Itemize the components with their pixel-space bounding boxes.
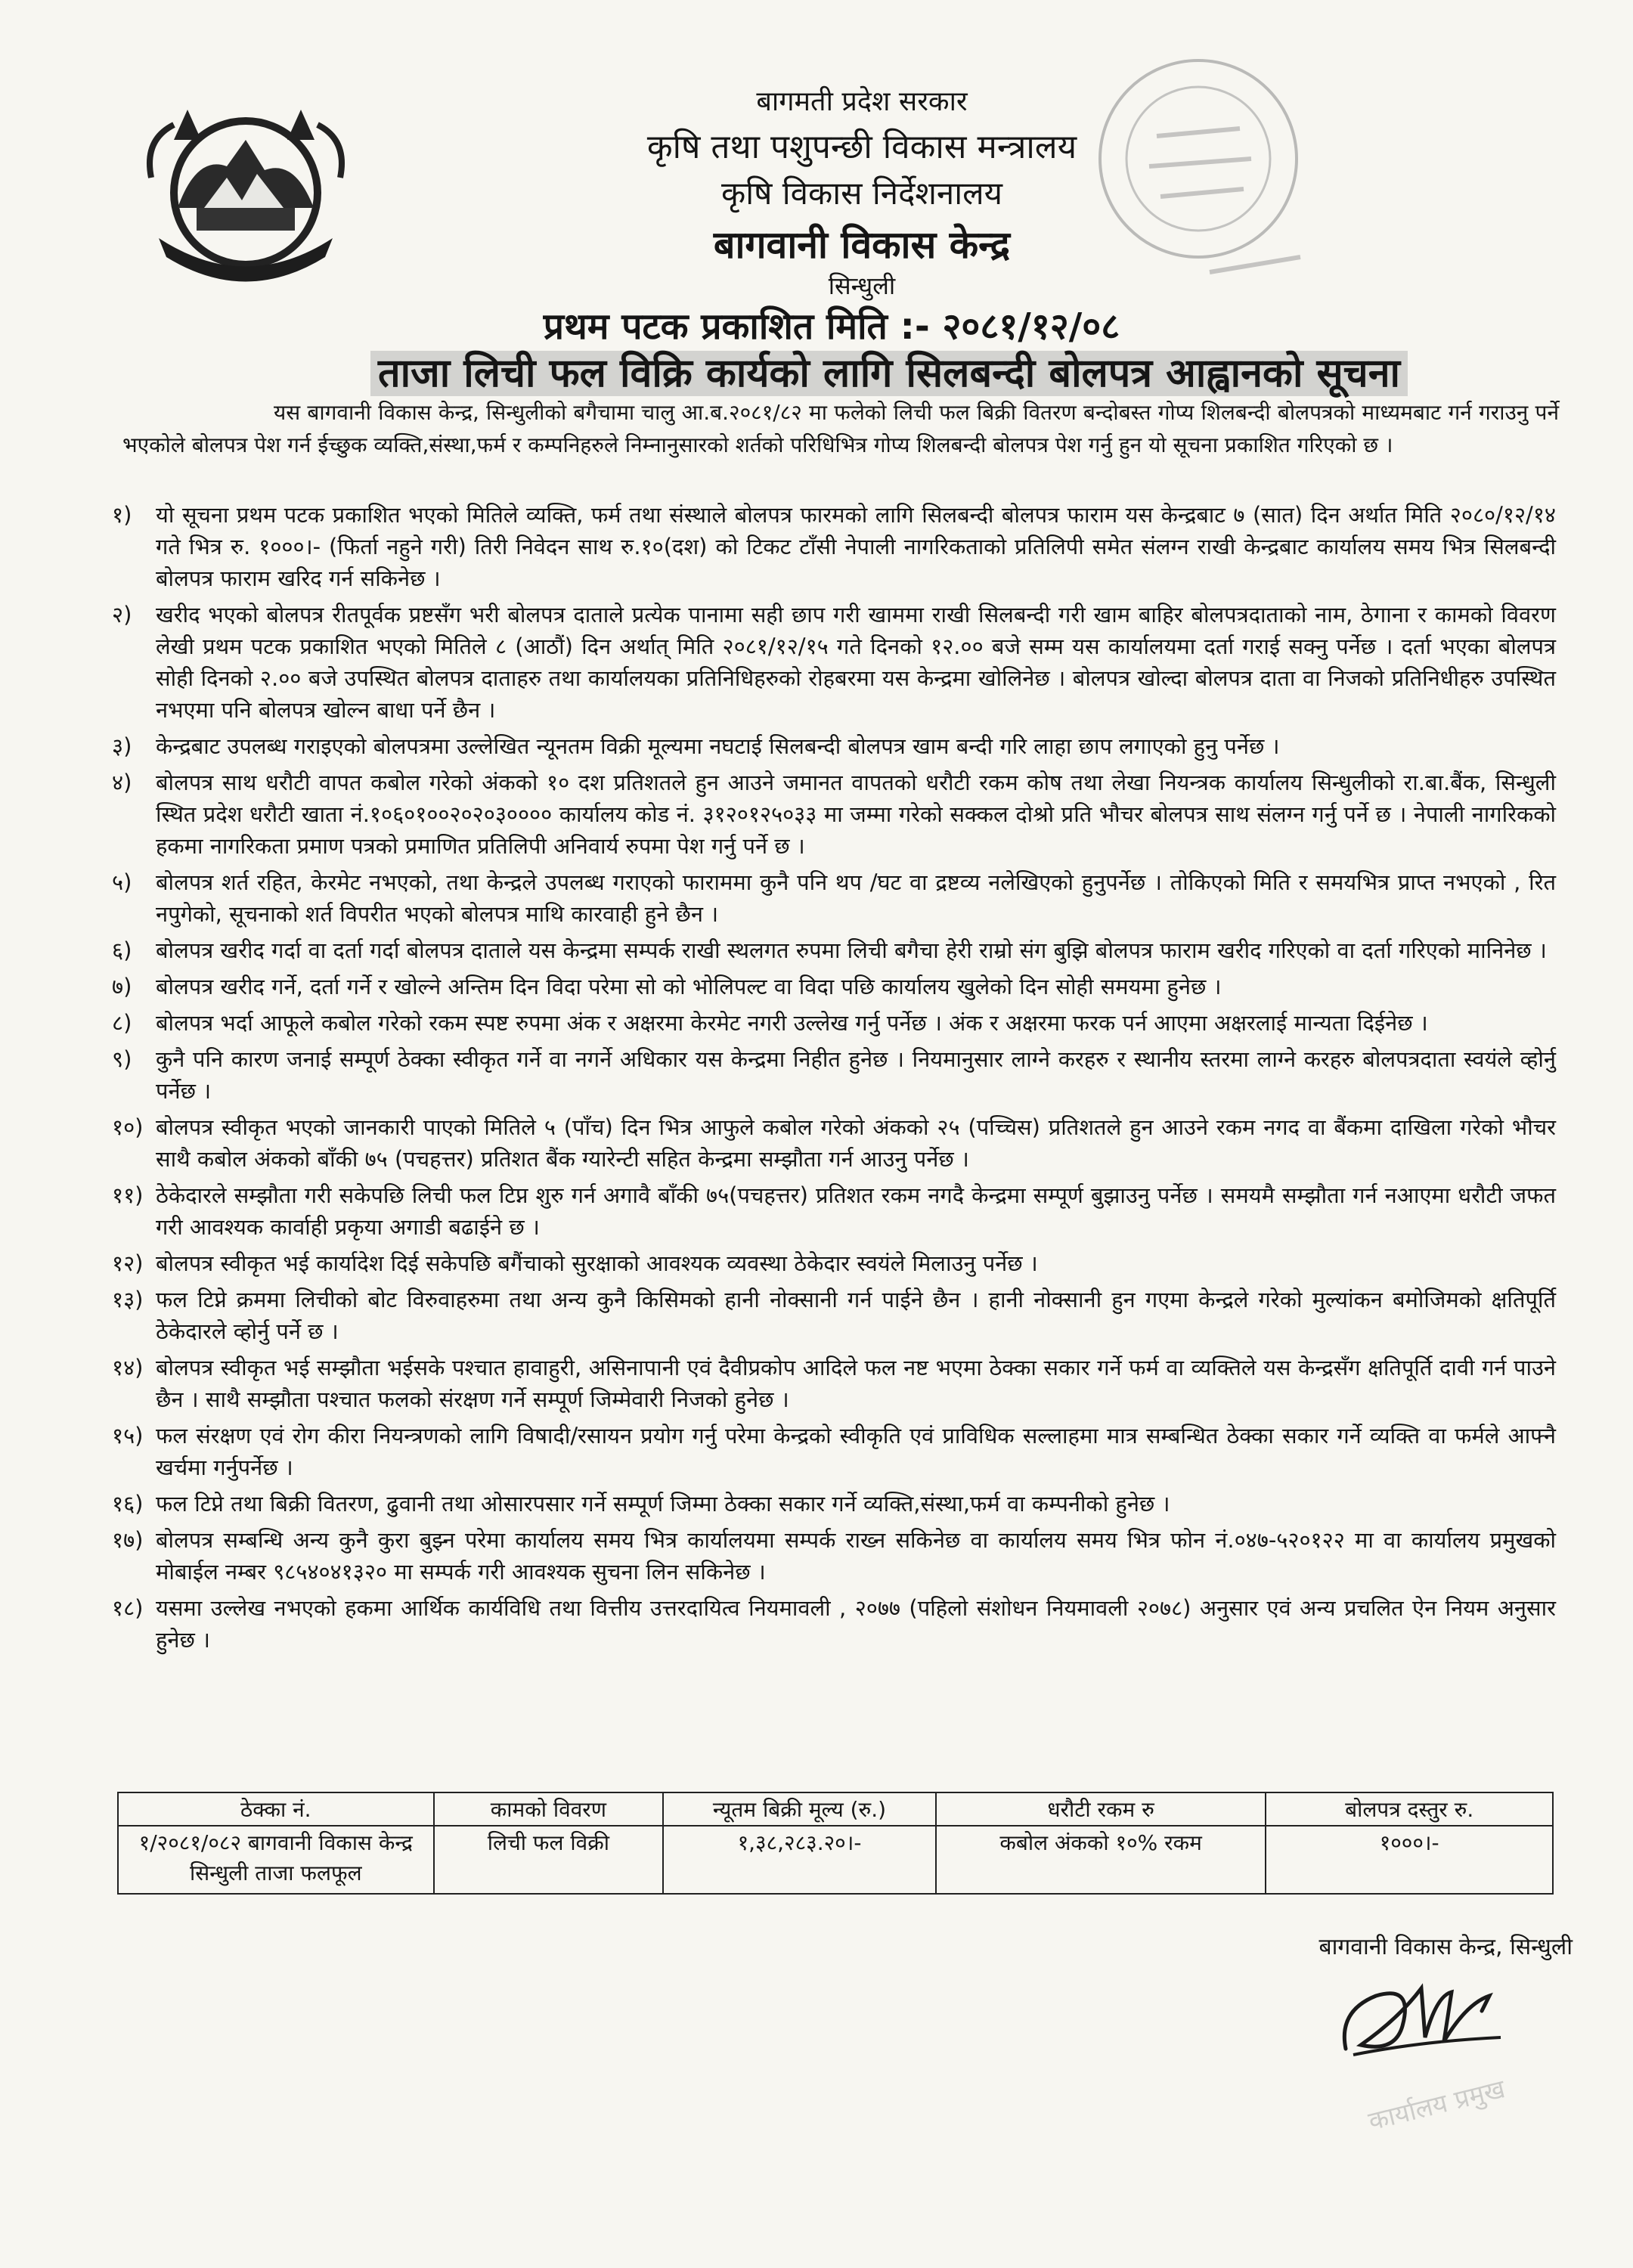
header-work-description: कामको विवरण bbox=[434, 1792, 664, 1826]
clause-list bbox=[112, 499, 1556, 1660]
clause-text: यो सूचना प्रथम पटक प्रकाशित भएको मितिले व्यक्ति, फर्म तथा संस्थाले बोलपत्र फारमको लागि सिलबन्दी बोलपत्र फाराम यस केन्द्रबाट ७ (सात) दिन अर्थात मिति २०८०/१२/१४ गते भित्र रु. १०००।- (फिर्ता नहुने गरी) तिरी निवेदन साथ रु.१०(दश) को टिकट टाँसी नेपाली नागरिकताको प्रतिलिपी समेत संलग्न राखी केन्द्रबाट कार्यालय समय भित्र सिलबन्दी बोलपत्र फाराम खरिद गर्न सकिनेछ । bbox=[156, 502, 1556, 591]
clause-number: १८) bbox=[112, 1595, 144, 1621]
clause-text: बोलपत्र भर्दा आफूले कबोल गरेको रकम स्पष्ट रुपमा अंक र अक्षरमा केरमेट नगरी उल्लेख गर्नु पर्नेछ । अंक र अक्षरमा फरक पर्न आएमा अक्षरलाई मान्यता दिईनेछ । bbox=[156, 1010, 1428, 1036]
clause-text: बोलपत्र सम्बन्धि अन्य कुनै कुरा बुझ्न परेमा कार्यालय समय भित्र कार्यालयमा सम्पर्क राख्न सकिनेछ वा कार्यालय समय भित्र फोन नं.०४७-५२०१२२ मा वा कार्यालय प्रमुखको मोबाईल नम्बर ९८५४०४१३२० मा सम्पर्क गरी आवश्यक सुचना लिन सकिनेछ । bbox=[156, 1527, 1556, 1585]
intro-paragraph: यस बागवानी विकास केन्द्र, सिन्धुलीको बगैचामा चालु आ.ब.२०८१/८२ मा फलेको लिची फल बिक्री वितरण बन्दोबस्त गोप्य शिलबन्दी बोलपत्रको माध्यमबाट गर्न गराउनु पर्ने भएकोले बोलपत्र पेश गर्न ईच्छुक व्यक्ति,संस्था,फर्म र कम्पनिहरुले निम्नानुसारको शर्तको परिधिभित्र गोप्य शिलबन्दी बोलपत्र पेश गर्नु हुन यो सूचना प्रकाशित गरिएको छ । bbox=[122, 400, 1559, 457]
clause-text: फल टिप्ने क्रममा लिचीको बोट विरुवाहरुमा तथा अन्य कुनै किसिमको हानी नोक्सानी गर्न पाईने छैन । हानी नोक्सानी हुन गएमा केन्द्रले गरेको मुल्यांकन बमोजिमको क्षतिपूर्ति ठेकेदारले व्होर्नु पर्ने छ । bbox=[156, 1287, 1556, 1344]
clause-text: फल टिप्ने तथा बिक्री वितरण, ढुवानी तथा ओसारपसार गर्ने सम्पूर्ण जिम्मा ठेक्का सकार गर्ने व्यक्ति,संस्था,फर्म वा कम्पनीको हुनेछ । bbox=[156, 1491, 1170, 1517]
government-name: बागमती प्रदेश सरकार bbox=[756, 86, 968, 117]
ministry-name: कृषि तथा पशुपन्छी विकास मन्त्रालय bbox=[646, 128, 1077, 166]
clause-item bbox=[112, 1420, 1556, 1483]
directorate-name: कृषि विकास निर्देशनालय bbox=[721, 175, 1002, 212]
header-deposit-amount: धरौटी रकम रु bbox=[936, 1792, 1266, 1826]
clause-number: १६) bbox=[112, 1491, 144, 1517]
clause-item bbox=[112, 767, 1556, 862]
clause-number: २) bbox=[112, 602, 132, 627]
office-head-stamp: कार्यालय प्रमुख bbox=[1365, 2074, 1508, 2137]
clause-text: बोलपत्र खरीद गर्ने, दर्ता गर्ने र खोल्ने अन्तिम दिन विदा परेमा सो को भोलिपल्ट वा विदा पछि कार्यालय खुलेको दिन सोही समयमा हुनेछ । bbox=[156, 974, 1222, 999]
clause-number: ३) bbox=[112, 733, 132, 759]
clause-text: बोलपत्र खरीद गर्दा वा दर्ता गर्दा बोलपत्र दाताले यस केन्द्रमा सम्पर्क राखी स्थलगत रुपमा लिची बगैचा हेरी राम्रो संग बुझि बोलपत्र फाराम खरीद गरिएको वा दर्ता गरिएको मानिनेछ । bbox=[156, 937, 1547, 963]
clause-number: १४) bbox=[112, 1355, 144, 1380]
clause-text: केन्द्रबाट उपलब्ध गराइएको बोलपत्रमा उल्लेखित न्यूनतम विक्री मूल्यमा नघटाई सिलबन्दी बोलपत्र खाम बन्दी गरि लाहा छाप लगाएको हुनु पर्नेछ । bbox=[156, 733, 1280, 759]
clause-text: बोलपत्र साथ धरौटी वापत कबोल गरेको अंकको १० दश प्रतिशतले हुन आउने जमानत वापतको धरौटी रकम कोष तथा लेखा नियन्त्रक कार्यालय सिन्धुलीको रा.बा.बैंक, सिन्धुली स्थित प्रदेश धरौटी खाता नं.१०६०१००२०२०३०००० कार्यालय कोड नं. ३१२०१२५०३३ मा जम्मा गरेको सक्कल दोश्रो प्रति भौचर बोलपत्र साथ संलग्न गर्नु पर्ने छ । नेपाली नागरिकको हकमा नागरिकता प्रमाण पत्रको प्रमाणित प्रतिलिपी अनिवार्य रुपमा पेश गर्नु पर्ने छ । bbox=[156, 770, 1556, 859]
clause-text: फल संरक्षण एवं रोग कीरा नियन्त्रणको लागि विषादी/रसायन प्रयोग गर्नु परेमा केन्द्रको स्वीकृति एवं प्राविधिक सल्लाहमा मात्र सम्बन्धित ठेक्का सकार गर्ने व्यक्ति वा फर्मले आफ्नै खर्चमा गर्नुपर्नेछ । bbox=[156, 1423, 1556, 1480]
clause-item bbox=[112, 1488, 1556, 1520]
clause-item bbox=[112, 934, 1556, 966]
header-contract-no: ठेक्का नं. bbox=[118, 1792, 434, 1826]
clause-number: १०) bbox=[112, 1114, 144, 1140]
contract-table bbox=[117, 1792, 1554, 1895]
clause-number: ४) bbox=[112, 770, 132, 795]
cell-contract-no: १/२०८१/०८२ बागवानी विकास केन्द्र सिन्धुली ताजा फलफूल bbox=[118, 1826, 434, 1894]
nepal-emblem-icon bbox=[144, 94, 348, 291]
clause-number: १५) bbox=[112, 1423, 144, 1448]
clause-number: १२) bbox=[112, 1250, 144, 1276]
handwritten-signature bbox=[1331, 1966, 1512, 2071]
header-bid-fee: बोलपत्र दस्तुर रु. bbox=[1266, 1792, 1553, 1826]
clause-text: बोलपत्र स्वीकृत भएको जानकारी पाएको मितिले ५ (पाँच) दिन भित्र आफुले कबोल गरेको अंकको २५ (पच्चिस) प्रतिशतले हुन आउने रकम नगद वा बैंकमा दाखिला गरेको भौचर साथै कबोल अंकको बाँकी ७५ (पचहत्तर) प्रतिशत बैंक ग्यारेन्टी सहित केन्द्रमा सम्झौता गर्न आउनु पर्नेछ । bbox=[156, 1114, 1556, 1172]
clause-number: १) bbox=[112, 502, 132, 528]
clause-text: बोलपत्र स्वीकृत भई कार्यादेश दिई सकेपछि बगैंचाको सुरक्षाको आवश्यक व्यवस्था ठेकेदार स्वयंले मिलाउनु पर्नेछ । bbox=[156, 1250, 1038, 1276]
clause-text: यसमा उल्लेख नभएको हकमा आर्थिक कार्यविधि तथा वित्तीय उत्तरदायित्व नियमावली , २०७७ (पहिलो संशोधन नियमावली २०७८) अनुसार एवं अन्य प्रचलित ऐन नियम अनुसार हुनेछ । bbox=[156, 1595, 1556, 1653]
office-name: बागवानी विकास केन्द्र bbox=[713, 223, 1011, 267]
clause-number: १३) bbox=[112, 1287, 144, 1312]
clause-number: ९) bbox=[112, 1046, 132, 1072]
clause-item bbox=[112, 499, 1556, 594]
clause-item bbox=[112, 1043, 1556, 1107]
clause-text: बोलपत्र स्वीकृत भई सम्झौता भईसके पश्चात हावाहुरी, असिनापानी एवं दैवीप्रकोप आदिले फल नष्ट भएमा ठेक्का सकार गर्ने फर्म वा व्यक्तिले यस केन्द्रसँग क्षतिपूर्ति दावी गर्न पाउने छैन । साथै सम्झौता पश्चात फलको संरक्षण गर्ने सम्पूर्ण जिम्मेवारी निजको हुनेछ । bbox=[156, 1355, 1556, 1412]
clause-number: ५) bbox=[112, 869, 132, 895]
table-row bbox=[118, 1826, 1553, 1894]
clause-number: ६) bbox=[112, 937, 132, 963]
published-date: प्रथम पटक प्रकाशित मिति :- २०८१/१२/०८ bbox=[543, 305, 1120, 348]
clause-item bbox=[112, 1007, 1556, 1039]
clause-text: बोलपत्र शर्त रहित, केरमेट नभएको, तथा केन्द्रले उपलब्ध गराएको फाराममा कुनै पनि थप /घट वा द्रष्टव्य नलेखिएको हुनुपर्नेछ । तोकिएको मिति र समयभित्र प्राप्त नभएको , रित नपुगेको, सूचनाको शर्त विपरीत भएको बोलपत्र माथि कारवाही हुने छैन । bbox=[156, 869, 1556, 927]
clause-number: ८) bbox=[112, 1010, 132, 1036]
cell-bid-fee: १०००।- bbox=[1266, 1826, 1553, 1894]
clause-item bbox=[112, 866, 1556, 930]
clause-text: ठेकेदारले सम्झौता गरी सकेपछि लिची फल टिप्न शुरु गर्न अगावै बाँकी ७५(पचहत्तर) प्रतिशत रकम नगदै केन्द्रमा सम्पूर्ण बुझाउनु पर्नेछ । समयमै सम्झौता गर्न नआएमा धरौटी जफत गरी आवश्यक कार्वाही प्रकृया अगाडी बढाईने छ । bbox=[156, 1182, 1556, 1240]
clause-item bbox=[112, 1247, 1556, 1279]
header-minimum-price: न्यूतम बिक्री मूल्य (रु.) bbox=[663, 1792, 936, 1826]
clause-item bbox=[112, 1524, 1556, 1588]
clause-number: ७) bbox=[112, 974, 132, 999]
table-header-row bbox=[118, 1792, 1553, 1826]
clause-item bbox=[112, 1179, 1556, 1243]
clause-item bbox=[112, 730, 1556, 762]
clause-item bbox=[112, 599, 1556, 726]
cell-work-description: लिची फल विक्री bbox=[434, 1826, 664, 1894]
cell-minimum-price: १,३८,२८३.२०।- bbox=[663, 1826, 936, 1894]
clause-number: १७) bbox=[112, 1527, 144, 1553]
notice-title bbox=[370, 345, 1401, 398]
clause-item bbox=[112, 1284, 1556, 1347]
clause-item bbox=[112, 1352, 1556, 1415]
clause-text: खरीद भएको बोलपत्र रीतपूर्वक प्रष्टसँग भरी बोलपत्र दाताले प्रत्येक पानामा सही छाप गरी खाममा राखी सिलबन्दी गरी खाम बाहिर बोलपत्रदाताको नाम, ठेगाना र कामको विवरण लेखी प्रथम पटक प्रकाशित भएको मितिले ८ (आठौं) दिन अर्थात् मिति २०८१/१२/१५ गते दिनको १२.०० बजे सम्म यस कार्यालयमा दर्ता गराई सक्नु पर्नेछ । दर्ता भएका बोलपत्र सोही दिनको २.०० बजे उपस्थित बोलपत्र दाताहरु तथा कार्यालयका प्रतिनिधिहरुको रोहबरमा यस केन्द्रमा खोलिनेछ । बोलपत्र खोल्दा बोलपत्र दाता वा निजको प्रतिनिधीहरु उपस्थित नभएमा पनि बोलपत्र खोल्न बाधा पर्ने छैन । bbox=[156, 602, 1556, 723]
clause-item bbox=[112, 971, 1556, 1002]
clause-item bbox=[112, 1111, 1556, 1175]
clause-item bbox=[112, 1592, 1556, 1656]
signatory-office: बागवानी विकास केन्द्र, सिन्धुली bbox=[1318, 1934, 1573, 1960]
office-location: सिन्धुली bbox=[828, 271, 896, 300]
notice-title-text: ताजा लिची फल विक्रि कार्यको लागि सिलबन्दी बोलपत्र आह्वानको सूचना bbox=[370, 351, 1408, 396]
clause-text: कुनै पनि कारण जनाई सम्पूर्ण ठेक्का स्वीकृत गर्ने वा नगर्ने अधिकार यस केन्द्रमा निहीत हुनेछ । नियमानुसार लाग्ने करहरु र स्थानीय स्तरमा लाग्ने करहरु बोलपत्रदाता स्वयंले व्होर्नु पर्नेछ । bbox=[156, 1046, 1556, 1104]
cell-deposit-amount: कबोल अंकको १०% रकम bbox=[936, 1826, 1266, 1894]
clause-number: ११) bbox=[112, 1182, 144, 1208]
